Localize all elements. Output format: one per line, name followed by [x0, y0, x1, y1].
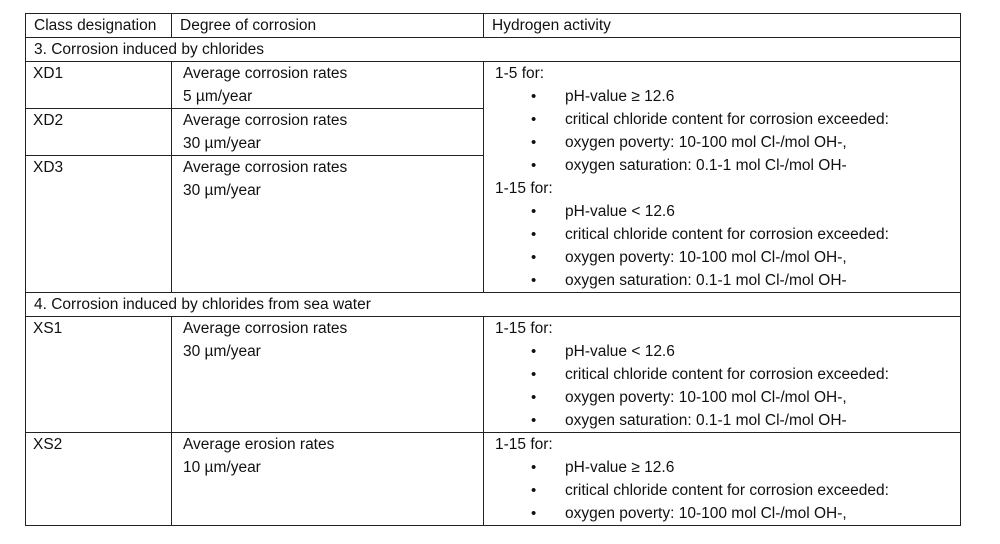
activity-heading: 1-5 for: — [495, 65, 545, 82]
list-item: • oxygen poverty: 10-100 mol Cl-/mol OH-, — [495, 131, 960, 154]
degree-cell — [172, 433, 484, 526]
list-item: • pH-value < 12.6 — [495, 200, 960, 223]
list-item: • oxygen poverty: 10-100 mol Cl-/mol OH-, — [495, 502, 960, 525]
class-xs2: XS2 — [26, 433, 172, 526]
degree-rate: 30 µm/year — [183, 182, 261, 200]
class-xs1: XS1 — [26, 317, 172, 433]
header-hydrogen-activity: Hydrogen activity — [484, 14, 961, 38]
activity-heading: 1-15 for: — [495, 180, 553, 197]
table-row — [26, 433, 961, 526]
degree-cell — [172, 109, 484, 156]
degree-rate: 5 µm/year — [183, 88, 253, 105]
corrosion-class-table — [25, 13, 961, 526]
activity-cell-xs1 — [484, 317, 961, 433]
list-item: • oxygen saturation: 0.1-1 mol Cl-/mol OH- — [495, 154, 960, 177]
degree-rate: 30 µm/year — [183, 343, 261, 360]
section-row — [26, 293, 961, 317]
list-item: • oxygen saturation: 0.1-1 mol Cl-/mol OH- — [495, 409, 960, 432]
section-title-sea-water: 4. Corrosion induced by chlorides from sea water — [26, 293, 961, 317]
list-item: • critical chloride content for corrosion exceeded: — [495, 363, 960, 386]
table-row — [26, 62, 961, 109]
activity-cell-xs2 — [484, 433, 961, 526]
degree-text: Average corrosion rates — [183, 159, 348, 177]
degree-text: Average corrosion rates — [183, 112, 348, 130]
list-item: • pH-value ≥ 12.6 — [495, 85, 960, 108]
header-row — [26, 14, 961, 38]
list-item: • critical chloride content for corrosion exceeded: — [495, 108, 960, 131]
class-xd2: XD2 — [26, 109, 172, 156]
list-item: • oxygen poverty: 10-100 mol Cl-/mol OH-, — [495, 386, 960, 409]
activity-cell-xd — [484, 62, 961, 293]
degree-rate: 30 µm/year — [183, 135, 261, 153]
list-item: • oxygen poverty: 10-100 mol Cl-/mol OH-, — [495, 246, 960, 269]
activity-heading: 1-15 for: — [495, 436, 553, 453]
table-row — [26, 317, 961, 433]
degree-cell — [172, 62, 484, 109]
degree-text: Average corrosion rates — [183, 320, 348, 337]
list-item: • pH-value < 12.6 — [495, 340, 960, 363]
list-item: • pH-value ≥ 12.6 — [495, 456, 960, 479]
activity-heading: 1-15 for: — [495, 320, 553, 337]
degree-cell — [172, 156, 484, 293]
degree-rate: 10 µm/year — [183, 459, 261, 476]
class-xd1: XD1 — [26, 62, 172, 109]
section-row — [26, 38, 961, 62]
list-item: • oxygen saturation: 0.1-1 mol Cl-/mol OH- — [495, 269, 960, 292]
degree-text: Average corrosion rates — [183, 65, 348, 82]
class-xd3: XD3 — [26, 156, 172, 293]
list-item: • critical chloride content for corrosion exceeded: — [495, 223, 960, 246]
header-degree-of-corrosion: Degree of corrosion — [172, 14, 484, 38]
list-item: • critical chloride content for corrosion exceeded: — [495, 479, 960, 502]
degree-cell — [172, 317, 484, 433]
section-title-chlorides: 3. Corrosion induced by chlorides — [26, 38, 961, 62]
header-class-designation: Class designation — [26, 14, 172, 38]
degree-text: Average erosion rates — [183, 436, 335, 453]
